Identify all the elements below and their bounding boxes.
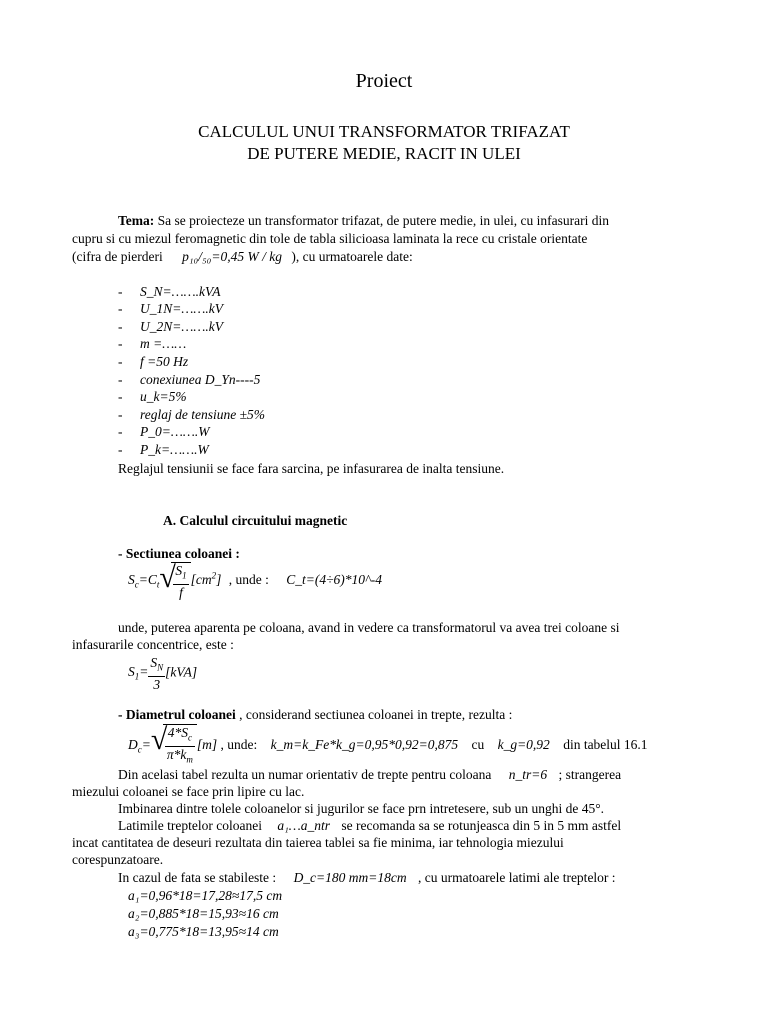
data-list-item [118, 407, 265, 424]
data-list-text: u_k=5% [140, 389, 187, 404]
data-list-item [118, 372, 260, 389]
a1-formula: a₁=0,96*18=17,28≈17,5 cm [128, 888, 283, 903]
tema-line3-b: ), cu urmatoarele date: [291, 249, 413, 264]
data-list-text: S_N=…….kVA [140, 284, 221, 299]
data-list-text: U_2N=…….kV [140, 319, 223, 334]
p3-line1 [118, 818, 621, 834]
section-a-heading: A. Calculul circuitului magnetic [163, 513, 348, 528]
data-list-text: P_k=…….W [140, 442, 209, 457]
p4-text-b: , cu urmatoarele latimi ale treptelor : [418, 870, 616, 885]
p1-line2: miezului coloanei se face prin lipire cu lac. [72, 784, 305, 799]
sectiune-label: - Sectiunea coloanei : [118, 546, 240, 561]
ntr-formula: n_tr=6 [508, 767, 548, 782]
sc-formula: $S_c=C_t$ √ $\frac{S_1}{f}$ $[cm^2]$ , unde : C_t=(4÷6)*10^-4 [128, 561, 382, 600]
tema-line3-a: (cifra de pierderi [72, 249, 163, 264]
p3-formula: a₁…a_ntr [277, 818, 331, 833]
list-bullet: - [118, 442, 123, 457]
list-bullet: - [118, 407, 123, 422]
data-list-text: m =…… [140, 336, 187, 351]
diametru-text: , considerand sectiunea coloanei in trepte, rezulta : [239, 707, 513, 722]
list-bullet: - [118, 336, 123, 351]
data-list-text: reglaj de tensiune ±5% [140, 407, 266, 422]
dc-unde: , unde: [220, 736, 258, 752]
tema-label: Tema: [118, 213, 155, 228]
page-title: Proiect [355, 70, 413, 92]
s1-text-line1: unde, puterea aparenta pe coloana, avand in vedere ca transformatorul va avea trei coloane si [118, 620, 620, 635]
data-list-item [118, 389, 187, 406]
list-bullet: - [118, 354, 123, 369]
list-bullet: - [118, 284, 123, 299]
p3-line2: incat cantitatea de deseuri rezultata din taierea tablei sa fie minima, iar tehnologia miezului [72, 835, 564, 850]
data-list-text: f =50 Hz [140, 354, 189, 369]
data-list-item [118, 336, 186, 353]
tema-line-3 [72, 249, 413, 265]
diametru-label: - Diametrul coloanei [118, 707, 236, 722]
data-list-item [118, 442, 209, 459]
list-bullet: - [118, 301, 123, 316]
sc-unde: , unde : [228, 571, 269, 587]
subtitle-line-1: CALCULUL UNUI TRANSFORMATOR TRIFAZAT [198, 122, 570, 141]
km-formula: k_m=k_Fe*k_g=0,95*0,92=0,875 [270, 736, 459, 752]
tema-line-2: cupru si cu miezul feromagnetic din tole de tabla silicioasa laminata la rece cu cristale orientate [72, 231, 588, 246]
list-bullet: - [118, 424, 123, 439]
tema-line-1 [118, 213, 609, 229]
p3-line3: corespunzatoare. [72, 852, 164, 867]
list-bullet: - [118, 372, 123, 387]
s1-text-line2: infasurarile concentrice, este : [72, 637, 234, 652]
p2-line: Imbinarea dintre tolele coloanelor si jugurilor se face prn intretesere, sub un unghi de 45°. [118, 801, 604, 816]
loss-formula: p₁₀/₅₀=0,45 W / kg [182, 249, 282, 264]
cu-label: cu [471, 736, 485, 752]
p3-text-a: Latimile treptelor coloanei [118, 818, 262, 833]
tema-line1-text: Sa se proiecteze un transformator trifazat, de putere medie, in ulei, cu infasurari din [157, 213, 609, 228]
p4-text-a: In cazul de fata se stabileste : [118, 870, 277, 885]
a2-formula: a₂=0,885*18=15,93≈16 cm [128, 906, 279, 921]
s1-formula: $S_1=$ $\frac{S_N}{3}$ [kVA] [128, 655, 198, 692]
list-bullet: - [118, 389, 123, 404]
p1-text-b: ; strangerea [558, 767, 622, 782]
reglaj-text: Reglajul tensiunii se face fara sarcina, pe infasurarea de inalta tensiune. [118, 461, 505, 476]
a3-formula: a₃=0,775*18=13,95≈14 cm [128, 924, 279, 939]
p1-line1 [118, 767, 621, 783]
subtitle-line-2: DE PUTERE MEDIE, RACIT IN ULEI [247, 144, 521, 163]
p3-text-b: se recomanda sa se rotunjeasca din 5 in 5 mm astfel [341, 818, 622, 833]
list-bullet: - [118, 319, 123, 334]
p4-line [118, 870, 616, 886]
ct-formula: C_t=(4÷6)*10^-4 [286, 571, 382, 587]
dc-value-formula: D_c=180 mm=18cm [293, 870, 407, 885]
data-list-text: U_1N=…….kV [140, 301, 223, 316]
p1-text-a: Din acelasi tabel rezulta un numar orientativ de trepte pentru coloana [118, 767, 492, 782]
data-list-text: P_0=…….W [140, 424, 210, 439]
din-tabel: din tabelul 16.1 [563, 736, 648, 752]
diametru-line [118, 707, 512, 723]
data-list-text: conexiunea D_Yn----5 [140, 372, 261, 387]
data-list-item [118, 354, 188, 371]
dc-formula: $D_c=$ √ $\frac{4*S_c}{\pi*k_m}$ [m] , unde: k_m=k_Fe*k_g=0,95*0,92=0,875 cu k_g=0,92 din tabelul 16.1 [128, 724, 648, 767]
data-list-item [118, 319, 223, 336]
data-list-item [118, 424, 209, 441]
kg-formula: k_g=0,92 [497, 736, 550, 752]
data-list-item [118, 301, 223, 318]
data-list-item [118, 284, 220, 301]
